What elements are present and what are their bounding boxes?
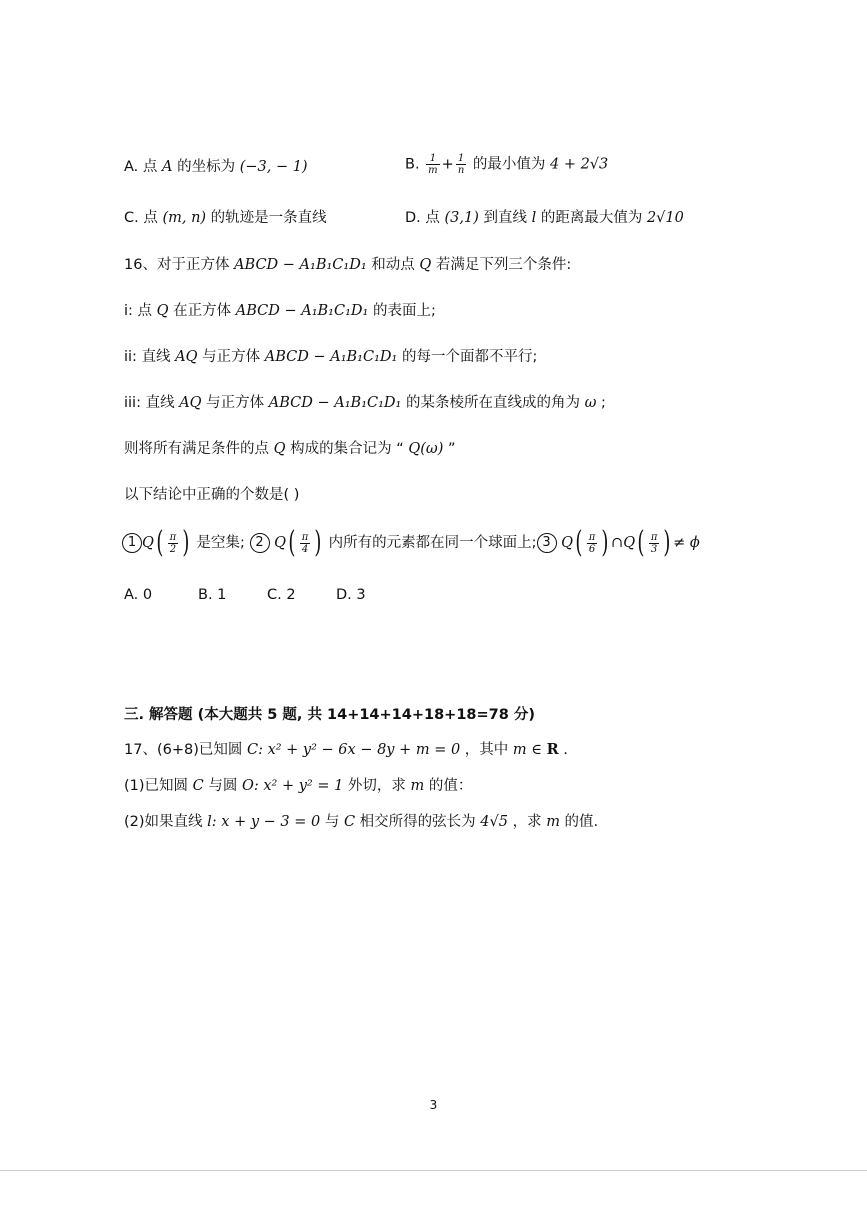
q16-stem: 16、对于正方体 ABCD − A₁B₁C₁D₁ 和动点 Q 若满足下列三个条件:	[124, 257, 572, 273]
q17-part-2: (2)如果直线 l: x + y − 3 = 0 与 C 相交所得的弦长为 4√5 ，求 m 的值.	[124, 814, 599, 830]
q16-option-c: C. 2	[267, 587, 296, 603]
q15-option-d: D. 点 (3,1) 到直线 l 的距离最大值为 2√10	[405, 210, 684, 226]
q16-option-d: D. 3	[336, 587, 366, 603]
paren-fraction: ( $\frac{\pi}{2}$ )	[156, 525, 190, 560]
page-divider	[0, 1170, 867, 1171]
q16-statements: 1 Q ( $\frac{\pi}{2}$ ) 是空集; 2 Q ( $\frac{\pi}{4}$ ) 内所有的元素都在同一个球面上; 3 Q ( $\frac{\pi}{6}$ ) ∩Q ( $\frac{\pi}{3}$ ) ≠ ϕ	[122, 528, 700, 558]
q16-option-a: A. 0	[124, 587, 153, 603]
q16-condition-i: i: 点 Q 在正方体 ABCD − A₁B₁C₁D₁ 的表面上;	[124, 303, 436, 319]
circled-number-2: 2	[250, 533, 270, 553]
q17-stem: 17、(6+8)已知圆 C: x² + y² − 6x − 8y + m = 0 ，其中 m ∈ R .	[124, 741, 568, 758]
q17-part-1: (1)已知圆 C 与圆 O: x² + y² = 1 外切，求 m 的值：	[124, 778, 473, 794]
paren-fraction: ( $\frac{\pi}{4}$ )	[288, 525, 322, 560]
q16-option-b: B. 1	[198, 587, 227, 603]
circled-number-1: 1	[122, 533, 142, 553]
q15-option-a: A. 点 A 的坐标为 (−3, − 1)	[124, 159, 308, 175]
q16-condition-ii: ii: 直线 AQ 与正方体 ABCD − A₁B₁C₁D₁ 的每一个面都不平行;	[124, 349, 538, 365]
fraction-1-over-n: $\frac{1}{n}$	[457, 153, 465, 176]
page-number: 3	[429, 1098, 438, 1112]
paren-fraction: ( $\frac{\pi}{6}$ )	[575, 525, 609, 560]
q16-condition-iii: iii: 直线 AQ 与正方体 ABCD − A₁B₁C₁D₁ 的某条棱所在直线成的角为 ω ;	[124, 395, 606, 411]
q16-question: 以下结论中正确的个数是( )	[124, 487, 300, 503]
q15-option-c: C. 点 (m, n) 的轨迹是一条直线	[124, 210, 327, 226]
fraction-1-over-m: $\frac{1}{m}$	[428, 153, 438, 176]
q16-set-definition: 则将所有满足条件的点 Q 构成的集合记为 “ Q(ω) ”	[124, 441, 456, 457]
q15-option-b: B. $\frac{1}{m}$ + $\frac{1}{n}$ 的最小值为 4 + 2√3	[405, 153, 609, 176]
circled-number-3: 3	[537, 533, 557, 553]
paren-fraction: ( $\frac{\pi}{3}$ )	[637, 525, 671, 560]
section-heading: 三. 解答题 (本大题共 5 题, 共 14+14+14+18+18=78 分)	[124, 707, 536, 723]
